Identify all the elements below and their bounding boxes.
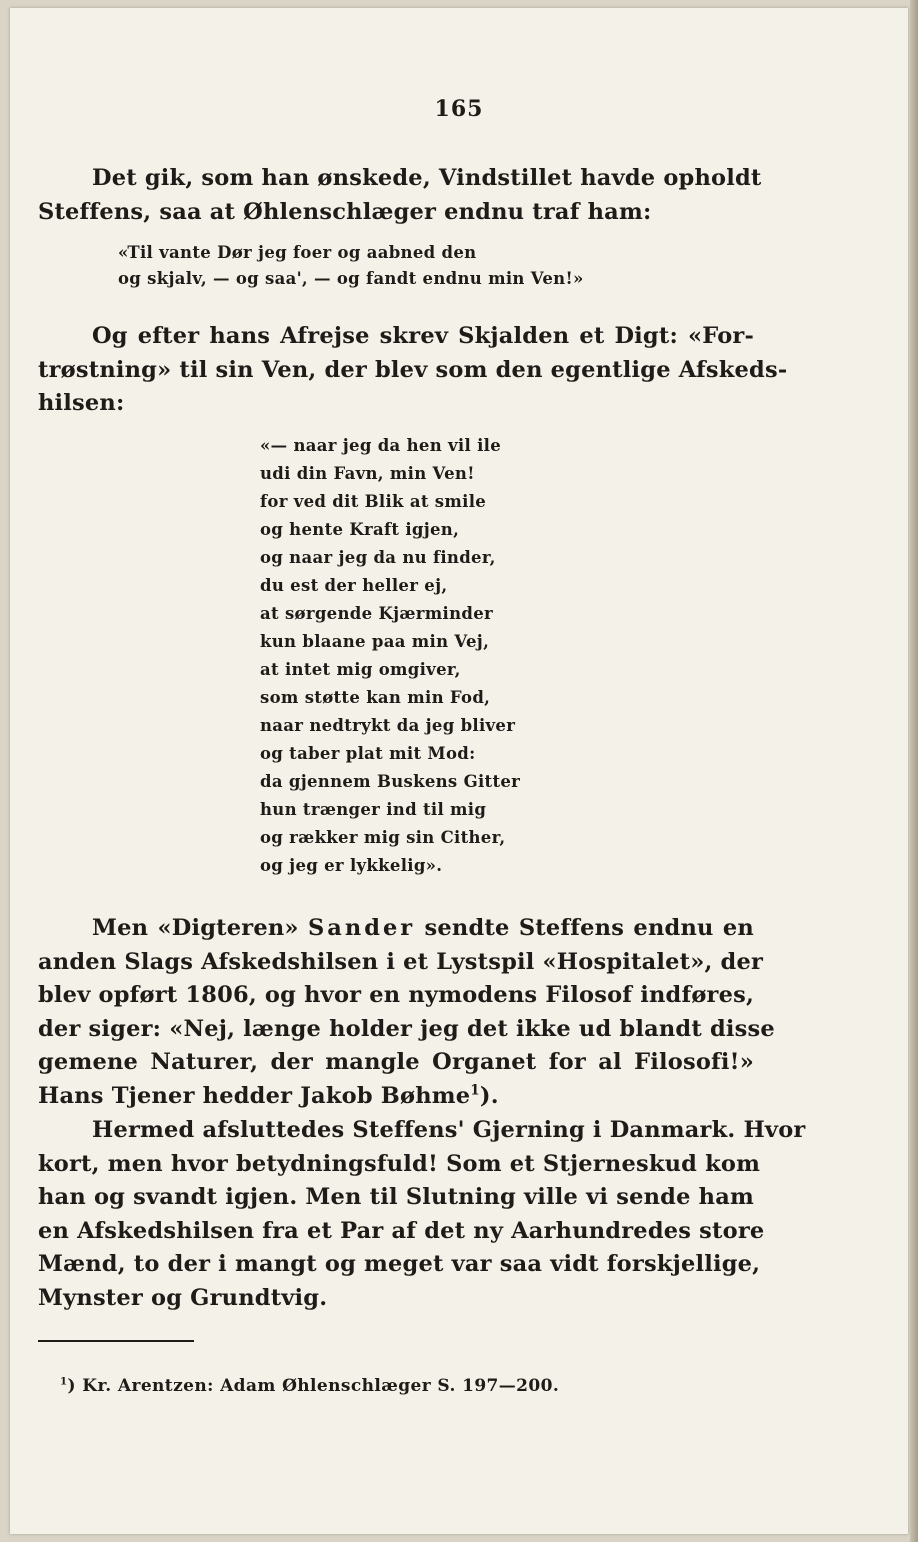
poem-line: og jeg er lykkelig». — [260, 856, 443, 875]
poem-line: og taber plat mit Mod: — [260, 744, 476, 763]
poem-line: naar nedtrykt da jeg bliver — [260, 716, 516, 735]
poem-line: og naar jeg da nu finder, — [260, 548, 496, 567]
poem-line: at intet mig omgiver, — [260, 660, 461, 679]
poem-line: som støtte kan min Fod, — [260, 688, 491, 707]
poem — [260, 432, 520, 880]
paragraph-line: gemene Naturer, der mangle Organet for al Filosofi!» — [38, 1049, 754, 1075]
paragraph-line: Mænd, to der i mangt og meget var saa vidt forskjellige, — [38, 1251, 761, 1277]
paragraph-line: han og svandt igjen. Men til Slutning ville vi sende ham — [38, 1184, 754, 1210]
footnote-reference: 1 — [470, 1082, 480, 1098]
poem-line: udi din Favn, min Ven! — [260, 464, 475, 483]
paragraph-line: Hermed afsluttedes Steffens' Gjerning i Danmark. Hvor — [92, 1117, 806, 1143]
page-edge-shadow — [910, 0, 918, 1542]
poem-line: kun blaane paa min Vej, — [260, 632, 490, 651]
paragraph-line: Og efter hans Afrejse skrev Skjalden et Digt: «For- — [92, 323, 754, 349]
poem-line: da gjennem Buskens Gitter — [260, 772, 521, 791]
paragraph-line: hilsen: — [38, 390, 125, 416]
paragraph-line: Hans Tjener hedder Jakob Bøhme$^1$). — [38, 1082, 499, 1109]
paragraph-1 — [38, 162, 762, 229]
footnote: $^1$) Kr. Arentzen: Adam Øhlenschlæger S. 197—200. — [60, 1375, 560, 1396]
footnote-text: Kr. Arentzen: Adam Øhlenschlæger S. 197—200. — [82, 1376, 560, 1396]
poem-line: du est der heller ej, — [260, 576, 448, 595]
poem-line: og rækker mig sin Cither, — [260, 828, 506, 847]
paragraph-line: Mynster og Grundtvig. — [38, 1284, 328, 1311]
verse-quote — [118, 240, 584, 292]
poem-line: at sørgende Kjærminder — [260, 604, 493, 623]
paragraph-line: Det gik, som han ønskede, Vindstillet havde opholdt — [92, 165, 762, 191]
verse-line: og skjalv, — og saa', — og fandt endnu min Ven!» — [118, 269, 584, 288]
paragraph-line: kort, men hvor betydningsfuld! Som et Stjerneskud kom — [38, 1150, 761, 1177]
poem-line: hun trænger ind til mig — [260, 800, 487, 819]
paragraph-line: trøstning» til sin Ven, der blev som den egentlige Afskeds- — [38, 356, 788, 383]
paragraph-line: Men «Digteren» Sander sendte Steffens endnu en — [92, 915, 754, 941]
poem-line: og hente Kraft igjen, — [260, 520, 460, 539]
paragraph-line: der siger: «Nej, længe holder jeg det ikke ud blandt disse — [38, 1015, 775, 1042]
footnote-marker: 1 — [60, 1375, 68, 1388]
paragraph-line: Steffens, saa at Øhlenschlæger endnu traf ham: — [38, 198, 652, 225]
paragraph-line: en Afskedshilsen fra et Par af det ny Aarhundredes store — [38, 1217, 765, 1244]
book-page — [10, 8, 908, 1534]
spaced-name: Sander — [308, 915, 416, 941]
paragraph-4 — [38, 1114, 806, 1315]
poem-line: for ved dit Blik at smile — [260, 492, 487, 511]
paragraph-3 — [38, 912, 775, 1113]
paragraph-line: anden Slags Afskedshilsen i et Lystspil «Hospitalet», der — [38, 948, 764, 975]
poem-line: «— naar jeg da hen vil ile — [260, 436, 502, 455]
paragraph-2 — [38, 320, 788, 421]
paragraph-line: blev opført 1806, og hvor en nymodens Filosof indføres, — [38, 982, 754, 1008]
page-number: 165 — [434, 96, 484, 122]
verse-line: «Til vante Dør jeg foer og aabned den — [118, 243, 477, 262]
footnote-divider — [38, 1340, 194, 1342]
